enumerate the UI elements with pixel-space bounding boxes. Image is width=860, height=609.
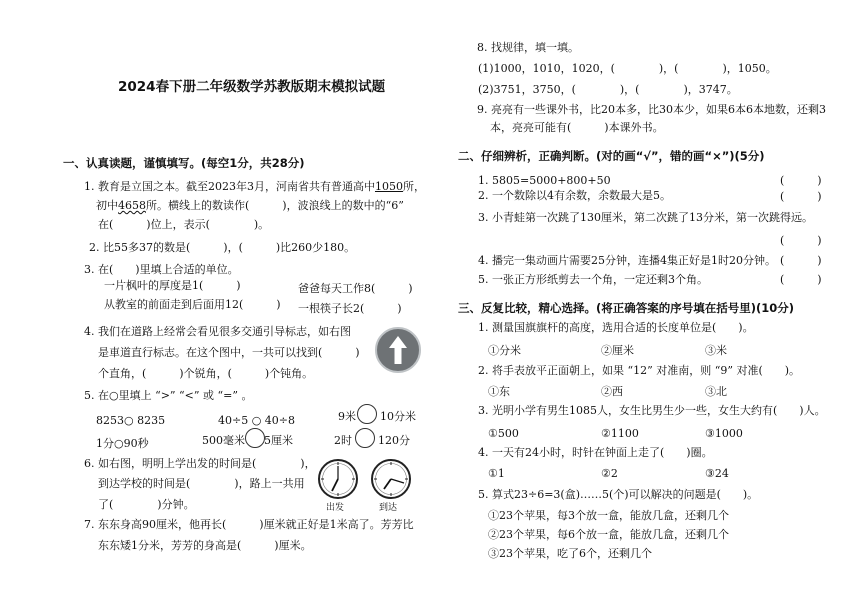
q1-text: 1. 教育是立国之本。截至2023年3月，河南省共有普通高中 — [84, 180, 375, 193]
answer-paren[interactable]: ( ) — [780, 254, 822, 267]
clock-caption-arrive: 到达 — [379, 503, 398, 513]
choice-q5-opt-a[interactable]: ①23个苹果，每3个放一盒，能放几盒，还剩几个 — [488, 509, 729, 522]
q6-line2: 到达学校的时间是( )，路上一共用 — [98, 477, 305, 490]
q9-line2: 本，亮亮可能有( )本课外书。 — [490, 121, 664, 134]
q5-f-left: 2时 — [334, 434, 352, 447]
q1-text: 初中 — [96, 199, 118, 212]
q3-c: 从教室的前面走到后面用12( ) — [104, 298, 281, 311]
q3-b: 爸爸每天工作8( ) — [298, 282, 413, 295]
q2: 2. 比55多37的数是( )，( )比260少180。 — [89, 241, 356, 254]
choice-q4-opt-c[interactable]: ③24 — [705, 467, 729, 480]
q1-underlined-number: 1050 — [374, 180, 403, 193]
choice-q3: 3. 光明小学有男生1085人，女生比男生少一些，女生大约有( )人。 — [478, 404, 826, 417]
page-title: 2024春下册二年级数学苏教版期末模拟试题 — [118, 79, 386, 95]
q6-line3: 了( )分钟。 — [98, 498, 195, 511]
choice-q3-opt-a[interactable]: ①500 — [488, 427, 519, 440]
choice-q3-opt-b[interactable]: ②1100 — [601, 427, 639, 440]
arrow-up-icon — [377, 329, 419, 371]
choice-q2: 2. 将手表放平正面朝上，如果 “12” 对准南，则 “9” 对准( )。 — [478, 364, 801, 377]
choice-q4-opt-a[interactable]: ①1 — [488, 467, 505, 480]
answer-paren[interactable]: ( ) — [780, 273, 822, 286]
q5-d: 1分○90秒 — [96, 437, 149, 450]
q5-c-right: 10分米 — [380, 410, 416, 423]
q9-line1: 9. 亮亮有一些课外书，比20本多，比30本少，如果6本6本地数，还剩3 — [477, 103, 826, 116]
answer-paren[interactable]: ( ) — [780, 190, 822, 203]
choice-q3-opt-c[interactable]: ③1000 — [705, 427, 743, 440]
judge-item-4: 4. 播完一集动画片需要25分钟，连播4集正好是1时20分钟。 — [478, 254, 776, 267]
q3-heading: 3. 在( )里填上合适的单位。 — [84, 263, 239, 276]
compare-circle[interactable] — [357, 404, 377, 424]
judge-item-2: 2. 一个数除以4有余数，余数最大是5。 — [478, 189, 671, 202]
choice-q4-opt-b[interactable]: ②2 — [601, 467, 618, 480]
q3-d: 一根筷子长2( ) — [298, 302, 402, 315]
choice-q2-opt-b[interactable]: ②西 — [601, 385, 623, 398]
q5-b: 40÷5 ○ 40÷8 — [218, 414, 296, 427]
clock-icon — [370, 458, 412, 500]
q1-text: 所。横线上的数读作( )，波浪线上的数中的“6” — [146, 199, 404, 212]
answer-paren[interactable]: ( ) — [780, 174, 822, 187]
section-1-heading: 一、认真读题，谨慎填写。(每空1分，共28分) — [63, 156, 305, 170]
clock-icon — [317, 458, 359, 500]
choice-q5-opt-b[interactable]: ②23个苹果，每6个放一盒，能放几盒，还剩几个 — [488, 528, 729, 541]
q1-line3: 在( )位上，表示( )。 — [98, 218, 270, 231]
q5-a: 8253○ 8235 — [96, 414, 166, 427]
section-3-heading: 三、反复比较，精心选择。(将正确答案的序号填在括号里)(10分) — [458, 301, 795, 315]
go-straight-sign — [375, 327, 421, 373]
choice-q4: 4. 一天有24小时，时针在钟面上走了( )圈。 — [478, 446, 713, 459]
q5-e-right: 5厘米 — [264, 434, 293, 447]
q1-line2 — [96, 199, 404, 212]
q4-line1: 4. 我们在道路上经常会看见很多交通引导标志，如右图 — [84, 325, 351, 338]
choice-q2-opt-a[interactable]: ①东 — [488, 385, 510, 398]
q1-text: 所， — [402, 180, 425, 193]
choice-q1-opt-a[interactable]: ①分米 — [488, 344, 521, 357]
q5-e-left: 500毫米 — [202, 434, 245, 447]
q7-line2: 东东矮1分米，芳芳的身高是( )厘米。 — [98, 539, 312, 552]
judge-item-3: 3. 小青蛙第一次跳了130厘米，第二次跳了13分米，第一次跳得远。 — [478, 211, 813, 224]
choice-q5-opt-c[interactable]: ③23个苹果，吃了6个，还剩几个 — [488, 547, 652, 560]
compare-circle[interactable] — [355, 428, 375, 448]
clock-caption-start: 出发 — [326, 503, 345, 513]
q5-heading: 5. 在○里填上 “>” “<” 或 “=” 。 — [84, 389, 253, 402]
q7-line1: 7. 东东身高90厘米，他再长( )厘米就正好是1米高了。芳芳比 — [84, 518, 414, 531]
choice-q1-opt-c[interactable]: ③米 — [705, 344, 727, 357]
judge-item-1: 1. 5805=5000+800+50 — [478, 174, 611, 187]
q1-line1 — [84, 180, 425, 193]
judge-item-5: 5. 一张正方形纸剪去一个角，一定还剩3个角。 — [478, 273, 708, 286]
compare-circle[interactable] — [245, 428, 265, 448]
section-2-heading: 二、仔细辨析，正确判断。(对的画“√”，错的画“×”)(5分) — [458, 149, 765, 163]
q4-line3: 个直角，( )个锐角，( )个钝角。 — [98, 367, 314, 380]
q1-wavy-number: 4658 — [118, 199, 146, 212]
q5-f-right: 120分 — [378, 434, 410, 447]
q8-line2: (2)3751，3750，( )，( )，3747。 — [478, 83, 738, 96]
q5-c-left: 9米 — [338, 410, 356, 423]
q8-line1: (1)1000，1010，1020，( )，( )，1050。 — [478, 62, 777, 75]
q6-line1: 6. 如右图，明明上学出发的时间是( )， — [84, 457, 316, 470]
choice-q5: 5. 算式23÷6=3(盒)……5(个)可以解决的问题是( )。 — [478, 488, 759, 501]
choice-q1: 1. 测量国旗旗杆的高度，选用合适的长度单位是( )。 — [478, 321, 754, 334]
q3-a: 一片枫叶的厚度是1( ) — [104, 279, 241, 292]
choice-q2-opt-c[interactable]: ③北 — [705, 385, 727, 398]
answer-paren[interactable]: ( ) — [780, 234, 822, 247]
q4-line2: 是車道直行标志。在这个图中，一共可以找到( ) — [98, 346, 360, 359]
choice-q1-opt-b[interactable]: ②厘米 — [601, 344, 634, 357]
q8-heading: 8. 找规律，填一填。 — [477, 41, 579, 54]
